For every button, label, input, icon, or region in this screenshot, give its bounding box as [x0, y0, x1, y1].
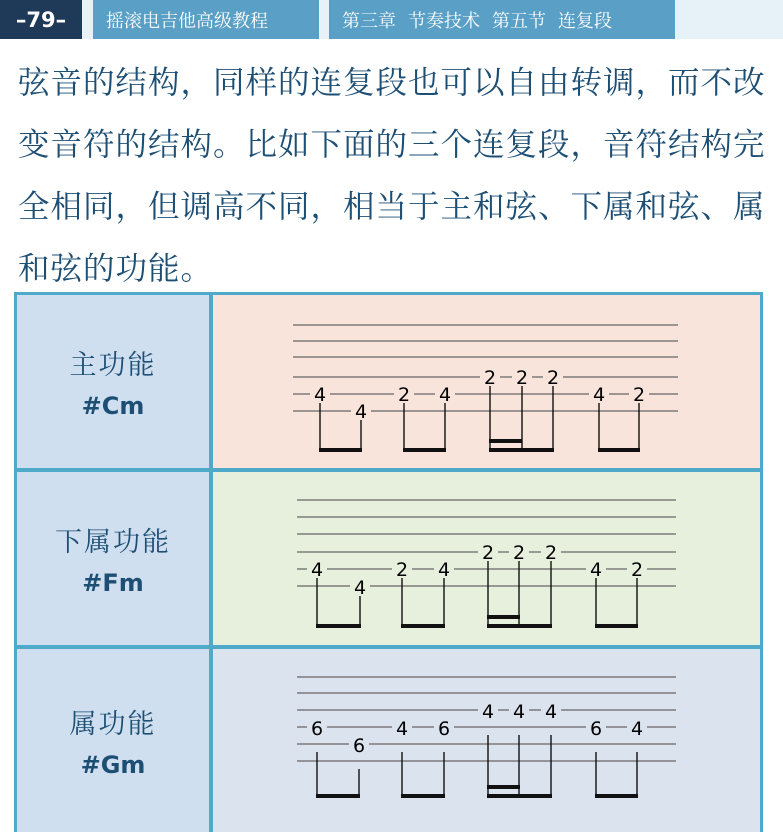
section-number: 第五节 — [492, 10, 546, 32]
tab-staff-dominant — [213, 649, 760, 832]
section-title: 连复段 — [558, 10, 612, 32]
page-header — [0, 0, 783, 39]
function-key: #Fm — [82, 569, 144, 597]
chapter-number: 第三章 — [342, 10, 396, 32]
fret-number: 4 — [589, 559, 603, 581]
fret-number: 2 — [544, 542, 558, 564]
fret-number: 4 — [353, 577, 367, 599]
note-beams — [316, 615, 638, 628]
fret-number: 2 — [481, 542, 495, 564]
fret-number: 2 — [512, 542, 526, 564]
fret-number: 4 — [437, 559, 451, 581]
paragraph-line: 全相同，但调高不同，相当于主和弦、下属和弦、属 — [18, 189, 766, 225]
fret-number: 2 — [546, 367, 560, 389]
book-title: 摇滚电吉他高级教程 — [93, 0, 319, 39]
page-number: –79– — [0, 0, 82, 39]
fret-number: 2 — [515, 367, 529, 389]
chapter-title: 节奏技术 — [408, 10, 480, 32]
fret-number: 4 — [481, 701, 495, 723]
note-beams — [319, 439, 640, 452]
fret-number: 6 — [589, 718, 603, 740]
fret-number: 4 — [395, 718, 409, 740]
fret-number: 2 — [632, 384, 646, 406]
paragraph-line: 变音符的结构。比如下面的三个连复段，音符结构完 — [18, 127, 766, 163]
function-label-cell — [17, 295, 209, 468]
tab-staff-subdominant — [213, 472, 760, 645]
function-name: 属功能 — [69, 709, 157, 740]
function-name: 主功能 — [69, 350, 157, 381]
fret-number: 4 — [512, 701, 526, 723]
fret-number: 2 — [630, 559, 644, 581]
body-paragraph — [18, 52, 778, 300]
paragraph-line: 弦音的结构，同样的连复段也可以自由转调，而不改 — [18, 65, 766, 101]
fret-number: 4 — [354, 401, 368, 423]
tab-staff-tonic — [213, 295, 760, 468]
riff-function-table — [14, 292, 763, 832]
function-name: 下属功能 — [55, 527, 171, 558]
function-label-cell — [17, 649, 209, 832]
fret-number: 4 — [630, 718, 644, 740]
paragraph-line: 和弦的功能。 — [18, 251, 214, 287]
fret-number: 6 — [437, 718, 451, 740]
fret-number: 6 — [310, 718, 324, 740]
function-label-cell — [17, 472, 209, 645]
chapter-breadcrumb — [329, 0, 675, 39]
fret-number: 6 — [352, 735, 366, 757]
function-key: #Gm — [80, 751, 146, 779]
fret-number: 2 — [395, 559, 409, 581]
fret-number: 4 — [438, 384, 452, 406]
tab-cell-tonic — [213, 295, 760, 468]
function-key: #Cm — [81, 392, 145, 420]
fret-number: 4 — [313, 384, 327, 406]
fret-numbers — [307, 700, 647, 757]
fret-number: 4 — [592, 384, 606, 406]
fret-number: 2 — [397, 384, 411, 406]
fret-number: 2 — [483, 367, 497, 389]
fret-number: 4 — [310, 559, 324, 581]
note-beams — [316, 785, 638, 798]
tab-cell-subdominant — [213, 472, 760, 645]
fret-number: 4 — [544, 701, 558, 723]
tab-cell-dominant — [213, 649, 760, 832]
